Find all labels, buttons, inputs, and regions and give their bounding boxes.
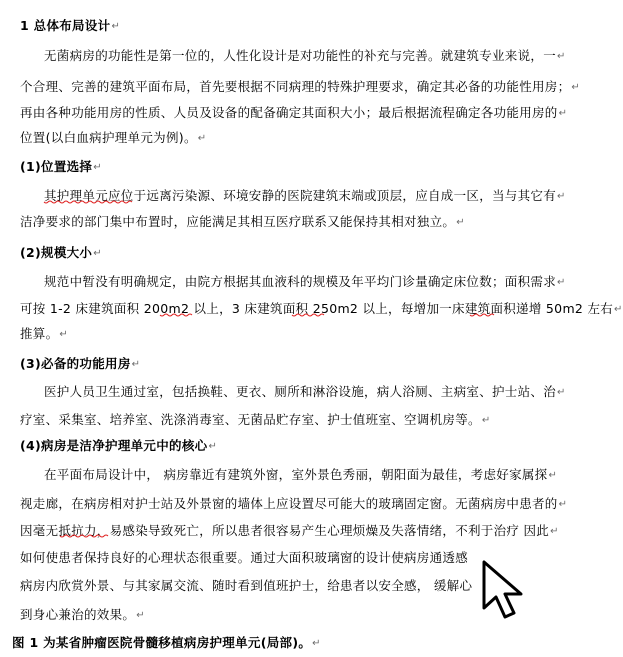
paragraph-line: 位置(以白血病护理单元为例)。↵ — [20, 130, 207, 145]
paragraph-mark: ↵ — [614, 304, 623, 315]
figure-caption: 图 1 为某省肿瘤医院骨髓移植病房护理单元(局部)。↵ — [12, 635, 321, 650]
paragraph-line: 因毫无抵抗力，易感染导致死亡，所以患者很容易产生心理烦燥及失落情绪，不利于治疗 因此↵ — [20, 523, 559, 538]
paragraph-line: 病房内欣赏外景、与其家属交流、随时看到值班护士，给患者以安全感， 缓解心 — [20, 578, 473, 593]
paragraph-mark: ↵ — [557, 387, 566, 398]
paragraph-line: 再由各种功能用房的性质、人员及设备的配备确定其面积大小；最后根据流程确定各功能用房的↵ — [20, 105, 568, 120]
paragraph-line: 医护人员卫生通过室，包括换鞋、更衣、厕所和淋浴设施，病人浴厕、主病室、护士站、治↵ — [44, 384, 566, 399]
paragraph-mark: ↵ — [59, 329, 69, 340]
paragraph-line: 其护理单元应位于远离污染源、环境安静的医院建筑末端或顶层，应自成一区，当与其它有↵ — [44, 188, 566, 203]
spellcheck-underline — [470, 314, 494, 316]
paragraph-line: 洁净要求的部门集中布置时，应能满足其相互医疗联系又能保持其相对独立。↵ — [20, 214, 465, 229]
paragraph-mark: ↵ — [557, 51, 566, 62]
paragraph-mark: ↵ — [481, 415, 491, 426]
paragraph-line: 个合理、完善的建筑平面布局，首先要根据不同病理的特殊护理要求，确定其必备的功能性用房；↵ — [20, 79, 581, 94]
paragraph-mark: ↵ — [557, 277, 566, 288]
section-heading: 1 总体布局设计↵ — [20, 18, 121, 33]
paragraph-mark: ↵ — [93, 248, 102, 259]
paragraph-mark: ↵ — [208, 441, 218, 452]
paragraph-line: 可按 1-2 床建筑面积 200m2 以上，3 床建筑面积 250m2 以上，每增加一床建筑面积递增 50m2 左右↵ — [20, 301, 623, 316]
paragraph-mark: ↵ — [93, 162, 102, 173]
paragraph-mark: ↵ — [550, 526, 559, 537]
paragraph-line: 推算。↵ — [20, 326, 69, 341]
paragraph-mark: ↵ — [312, 638, 321, 649]
paragraph-mark: ↵ — [197, 133, 207, 144]
paragraph-mark: ↵ — [131, 359, 141, 370]
paragraph-mark: ↵ — [136, 610, 145, 621]
paragraph-line: 在平面布局设计中， 病房靠近有建筑外窗，室外景色秀丽，朝阳面为最佳，考虑好家属探↵ — [44, 467, 558, 482]
paragraph-mark: ↵ — [571, 82, 581, 93]
paragraph-line: 到身心兼治的效果。↵ — [20, 607, 145, 622]
subsection-heading: (2)规模大小↵ — [20, 245, 102, 260]
paragraph-line: 规范中暂没有明确规定，由院方根据其血液科的规模及年平均门诊量确定床位数；面积需求↵ — [44, 274, 566, 289]
mouse-cursor-icon — [478, 560, 538, 620]
subsection-heading: (3)必备的功能用房↵ — [20, 356, 141, 371]
spellcheck-underline — [44, 201, 132, 203]
paragraph-mark: ↵ — [558, 499, 568, 510]
subsection-heading: (4)病房是洁净护理单元中的核心↵ — [20, 438, 218, 453]
paragraph-mark: ↵ — [456, 217, 465, 228]
paragraph-mark: ↵ — [548, 470, 558, 481]
paragraph-line: 无菌病房的功能性是第一位的，人性化设计是对功能性的补充与完善。就建筑专业来说，一↵ — [44, 48, 566, 63]
spellcheck-underline — [160, 314, 192, 316]
paragraph-mark: ↵ — [557, 191, 566, 202]
spellcheck-underline — [60, 535, 108, 537]
paragraph-mark: ↵ — [558, 108, 568, 119]
paragraph-mark: ↵ — [111, 21, 121, 32]
subsection-heading: (1)位置选择↵ — [20, 159, 102, 174]
paragraph-line: 视走廊，在病房相对护士站及外景窗的墙体上应设置尽可能大的玻璃固定窗。无菌病房中患者的↵ — [20, 496, 568, 511]
paragraph-line: 疗室、采集室、培养室、洗涤消毒室、无菌品贮存室、护士值班室、空调机房等。↵ — [20, 412, 491, 427]
paragraph-line: 如何使患者保持良好的心理状态很重要。通过大面积玻璃窗的设计使病房通透感 — [20, 550, 469, 565]
spellcheck-underline — [292, 314, 324, 316]
